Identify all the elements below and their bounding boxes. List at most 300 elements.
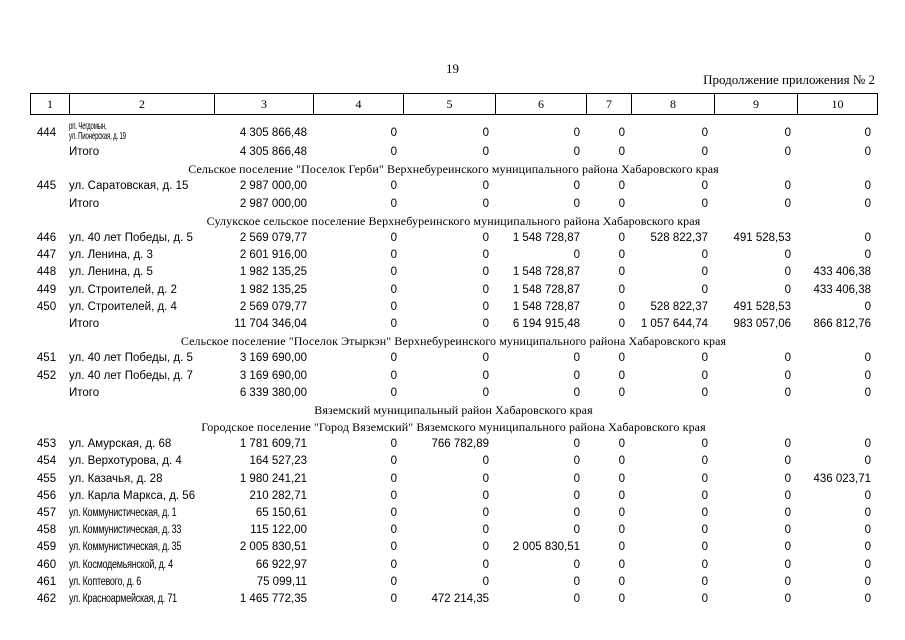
amount-cell-c10: 0	[864, 592, 871, 605]
table-row	[30, 591, 877, 608]
address-text: ул. Амурская, д. 68	[69, 438, 172, 451]
amount-cell-c8: 0	[701, 283, 708, 296]
amount-cell-c3: 66 922,97	[255, 558, 307, 571]
total-label	[69, 316, 214, 333]
amount-cell-c9: 0	[784, 146, 791, 159]
amount-cell-c3: 210 282,71	[249, 489, 307, 502]
total-label	[69, 385, 214, 402]
amount-cell-c9: 491 528,53	[733, 232, 791, 245]
address-cell	[69, 522, 214, 539]
amount-cell-c9: 0	[784, 283, 791, 296]
amount-cell-c5: 0	[482, 369, 489, 382]
address-cell	[69, 282, 214, 299]
amount-cell-c3: 115 122,00	[250, 524, 307, 537]
section-heading-row	[30, 333, 877, 350]
amount-cell-c3: 1 982 135,25	[239, 283, 307, 296]
amount-cell-c7: 0	[618, 455, 625, 468]
amount-cell-c9: 0	[784, 575, 791, 588]
amount-cell-c6: 0	[573, 352, 580, 365]
section-heading-row	[30, 402, 877, 419]
amount-cell-c10: 0	[864, 126, 871, 139]
amount-cell-c6: 1 548 728,87	[512, 300, 580, 313]
amount-cell-c5: 0	[482, 507, 489, 520]
amount-cell-c8: 0	[701, 146, 708, 159]
amount-cell-c10: 0	[864, 386, 871, 399]
amount-cell-c5: 0	[482, 472, 489, 485]
amount-cell-c5: 0	[482, 317, 489, 330]
row-number: 458	[36, 524, 57, 537]
address-text: ул. Строителей, д. 2	[69, 283, 177, 296]
column-header: 4	[314, 94, 404, 115]
amount-cell-c5: 0	[482, 558, 489, 571]
amount-cell-c8: 0	[701, 575, 708, 588]
amount-cell-c5: 0	[482, 575, 489, 588]
table-row	[30, 557, 877, 574]
address-cell	[69, 591, 214, 608]
amount-cell-c10: 436 023,71	[813, 472, 871, 485]
amount-cell-c5: 0	[482, 489, 489, 502]
address-text: ул. Космодемьянской, д. 4	[69, 558, 173, 571]
column-header: 6	[496, 94, 587, 115]
amount-cell-c5: 0	[482, 352, 489, 365]
address-cell	[69, 557, 214, 574]
row-number: 461	[36, 575, 57, 588]
amount-cell-c8: 0	[701, 558, 708, 571]
table-row	[30, 436, 877, 453]
section-heading-row	[30, 161, 877, 178]
amount-cell-c8: 0	[701, 455, 708, 468]
row-number: 451	[36, 352, 57, 365]
amount-cell-c8: 0	[701, 126, 708, 139]
amount-cell-c8: 528 822,37	[650, 232, 708, 245]
address-text: Итого	[69, 146, 100, 159]
amount-cell-c6: 1 548 728,87	[512, 266, 580, 279]
amount-cell-c5: 0	[482, 283, 489, 296]
row-number: 453	[36, 438, 57, 451]
amount-cell-c10: 0	[864, 180, 871, 193]
amount-cell-c5: 0	[482, 180, 489, 193]
amount-cell-c7: 0	[618, 489, 625, 502]
address-text: Итого	[69, 317, 100, 330]
address-cell	[69, 488, 214, 505]
amount-cell-c4: 0	[390, 489, 397, 502]
amount-cell-c3: 4 305 866,48	[239, 126, 307, 139]
amount-cell-c8: 0	[701, 197, 708, 210]
amount-cell-c4: 0	[390, 266, 397, 279]
table-row	[30, 488, 877, 505]
amount-cell-c10: 0	[864, 507, 871, 520]
amount-cell-c5: 472 214,35	[431, 592, 489, 605]
table-row	[30, 367, 877, 384]
address-cell	[69, 350, 214, 367]
amount-cell-c6: 0	[573, 438, 580, 451]
row-number: 444	[36, 126, 57, 139]
amount-cell-c4: 0	[390, 146, 397, 159]
amount-cell-c6: 0	[573, 180, 580, 193]
amount-cell-c6: 2 005 830,51	[512, 541, 580, 554]
row-number	[30, 144, 69, 161]
amount-cell-c3: 4 305 866,48	[239, 146, 307, 159]
amount-cell-c8: 0	[701, 438, 708, 451]
section-heading: Городское поселение "Город Вяземский" Вяземского муниципального района Хабаровского края	[201, 420, 706, 435]
column-header: 9	[715, 94, 798, 115]
address-cell	[69, 367, 214, 384]
amount-cell-c8: 0	[701, 180, 708, 193]
table-row	[30, 247, 877, 264]
amount-cell-c4: 0	[390, 472, 397, 485]
amount-cell-c9: 0	[784, 541, 791, 554]
amount-cell-c4: 0	[390, 455, 397, 468]
amount-cell-c8: 0	[701, 592, 708, 605]
section-heading-row	[30, 213, 877, 230]
amount-cell-c9: 0	[784, 197, 791, 210]
amount-cell-c8: 0	[701, 507, 708, 520]
amount-cell-c5: 0	[482, 541, 489, 554]
amount-cell-c6: 0	[573, 197, 580, 210]
amount-cell-c8: 0	[701, 386, 708, 399]
amount-cell-c6: 0	[573, 592, 580, 605]
amount-cell-c9: 0	[784, 507, 791, 520]
section-heading: Сельское поселение "Поселок Этыркэн" Верхнебуреинского муниципального района Хабаровского края	[180, 334, 727, 349]
amount-cell-c9: 0	[784, 592, 791, 605]
amount-cell-c6: 6 194 915,48	[512, 317, 580, 330]
amount-cell-c3: 3 169 690,00	[239, 352, 307, 365]
amount-cell-c3: 75 099,11	[256, 575, 307, 588]
amount-cell-c9: 0	[784, 472, 791, 485]
address-cell	[69, 453, 214, 470]
amount-cell-c4: 0	[390, 386, 397, 399]
amount-cell-c10: 0	[864, 197, 871, 210]
amount-cell-c10: 866 812,76	[813, 317, 871, 330]
amount-cell-c4: 0	[390, 592, 397, 605]
column-header: 1	[31, 94, 70, 115]
amount-cell-c8: 0	[701, 266, 708, 279]
table-row	[30, 230, 877, 247]
amount-cell-c5: 0	[482, 266, 489, 279]
address-text: ул. 40 лет Победы, д. 5	[69, 352, 193, 365]
column-header: 10	[798, 94, 878, 115]
amount-cell-c5: 0	[482, 197, 489, 210]
amount-cell-c5: 0	[482, 249, 489, 262]
amount-cell-c3: 2 569 079,77	[239, 300, 307, 313]
amount-cell-c9: 0	[784, 369, 791, 382]
amount-cell-c3: 11 704 346,04	[234, 317, 307, 330]
table-row	[30, 539, 877, 556]
amount-cell-c10: 0	[864, 455, 871, 468]
amount-cell-c6: 0	[573, 575, 580, 588]
amount-cell-c7: 0	[618, 541, 625, 554]
amount-cell-c6: 0	[573, 126, 580, 139]
total-row	[30, 196, 877, 213]
row-number	[30, 316, 69, 333]
amount-cell-c10: 0	[864, 146, 871, 159]
amount-cell-c10: 0	[864, 558, 871, 571]
column-header: 8	[632, 94, 715, 115]
section-heading: Сулукское сельское поселение Верхнебуреинского муниципального района Хабаровского края	[206, 213, 701, 228]
amount-cell-c4: 0	[390, 180, 397, 193]
amount-cell-c5: 0	[482, 455, 489, 468]
address-text: ул. Ленина, д. 5	[69, 266, 153, 279]
row-number: 455	[36, 472, 57, 485]
address-text: ул. Коммунистическая, д. 1	[69, 507, 177, 520]
amount-cell-c7: 0	[618, 352, 625, 365]
amount-cell-c5: 0	[482, 386, 489, 399]
amount-cell-c7: 0	[618, 524, 625, 537]
row-number: 456	[36, 489, 57, 502]
row-number: 457	[36, 507, 57, 520]
row-number: 446	[36, 232, 57, 245]
amount-cell-c7: 0	[618, 300, 625, 313]
amount-cell-c10: 433 406,38	[813, 266, 871, 279]
amount-cell-c8: 528 822,37	[650, 300, 708, 313]
amount-cell-c10: 0	[864, 524, 871, 537]
amount-cell-c9: 0	[784, 126, 791, 139]
row-number: 449	[36, 283, 57, 296]
amount-cell-c4: 0	[390, 541, 397, 554]
amount-cell-c6: 0	[573, 386, 580, 399]
amount-cell-c7: 0	[618, 592, 625, 605]
address-cell	[69, 264, 214, 281]
amount-cell-c9: 0	[784, 249, 791, 262]
amount-cell-c3: 2 987 000,00	[239, 180, 307, 193]
amount-cell-c6: 0	[573, 524, 580, 537]
total-row	[30, 316, 877, 333]
amount-cell-c9: 0	[784, 180, 791, 193]
amount-cell-c5: 0	[482, 524, 489, 537]
page-number: 19	[446, 61, 459, 76]
address-text: ул. 40 лет Победы, д. 5	[69, 232, 193, 245]
amount-cell-c9: 0	[784, 489, 791, 502]
address-cell	[69, 122, 214, 144]
amount-cell-c7: 0	[618, 317, 625, 330]
amount-cell-c9: 983 057,06	[733, 317, 791, 330]
address-text: Итого	[69, 386, 100, 399]
amount-cell-c7: 0	[618, 197, 625, 210]
table-row	[30, 522, 877, 539]
address-cell	[69, 471, 214, 488]
address-cell	[69, 539, 214, 556]
address-text: ул. 40 лет Победы, д. 7	[69, 369, 193, 382]
amount-cell-c4: 0	[390, 507, 397, 520]
amount-cell-c6: 0	[573, 507, 580, 520]
amount-cell-c8: 1 057 644,74	[640, 317, 708, 330]
total-label	[69, 144, 214, 161]
amount-cell-c4: 0	[390, 524, 397, 537]
table-row	[30, 471, 877, 488]
amount-cell-c7: 0	[618, 249, 625, 262]
amount-cell-c7: 0	[618, 472, 625, 485]
total-label	[69, 196, 214, 213]
amount-cell-c10: 0	[864, 575, 871, 588]
amount-cell-c4: 0	[390, 232, 397, 245]
address-two-line	[69, 122, 142, 142]
address-cell	[69, 178, 214, 195]
amount-cell-c3: 2 569 079,77	[239, 232, 307, 245]
address-line-2: ул. Пионерская, д. 19	[69, 131, 126, 142]
amount-cell-c6: 0	[573, 455, 580, 468]
amount-cell-c9: 0	[784, 455, 791, 468]
amount-cell-c7: 0	[618, 438, 625, 451]
amount-cell-c4: 0	[390, 317, 397, 330]
amount-cell-c8: 0	[701, 472, 708, 485]
address-text: Итого	[69, 197, 100, 210]
amount-cell-c5: 0	[482, 232, 489, 245]
address-cell	[69, 436, 214, 453]
address-text: ул. Строителей, д. 4	[69, 300, 177, 313]
address-line-1: рп. Чегдомын,	[69, 122, 107, 132]
amount-cell-c8: 0	[701, 489, 708, 502]
amount-cell-c7: 0	[618, 386, 625, 399]
table-row	[30, 264, 877, 281]
amount-cell-c3: 2 005 830,51	[239, 541, 307, 554]
section-heading: Сельское поселение "Поселок Герби" Верхнебуреинского муниципального района Хабаровского края	[188, 162, 719, 177]
amount-cell-c7: 0	[618, 283, 625, 296]
table-row	[30, 299, 877, 316]
amount-cell-c9: 0	[784, 266, 791, 279]
amount-cell-c6: 0	[573, 369, 580, 382]
address-cell	[69, 230, 214, 247]
amount-cell-c6: 0	[573, 146, 580, 159]
address-text: ул. Ленина, д. 3	[69, 249, 153, 262]
amount-cell-c6: 0	[573, 489, 580, 502]
amount-cell-c10: 0	[864, 232, 871, 245]
table-row	[30, 505, 877, 522]
table-row	[30, 178, 877, 195]
amount-cell-c4: 0	[390, 249, 397, 262]
amount-cell-c5: 0	[482, 300, 489, 313]
amount-cell-c5: 0	[482, 126, 489, 139]
address-cell	[69, 299, 214, 316]
row-number	[30, 385, 69, 402]
row-number: 459	[36, 541, 57, 554]
column-header: 3	[215, 94, 314, 115]
amount-cell-c8: 0	[701, 369, 708, 382]
amount-cell-c4: 0	[390, 352, 397, 365]
total-row	[30, 144, 877, 161]
appendix-continuation-label: Продолжение приложения № 2	[703, 72, 875, 87]
amount-cell-c10: 0	[864, 541, 871, 554]
amount-cell-c10: 0	[864, 300, 871, 313]
address-cell	[69, 247, 214, 264]
table-row	[30, 574, 877, 591]
amount-cell-c10: 433 406,38	[813, 283, 871, 296]
address-text: ул. Коммунистическая, д. 33	[69, 524, 182, 537]
amount-cell-c4: 0	[390, 283, 397, 296]
amount-cell-c9: 0	[784, 352, 791, 365]
amount-cell-c9: 491 528,53	[733, 300, 791, 313]
amount-cell-c3: 2 601 916,00	[239, 249, 307, 262]
amount-cell-c4: 0	[390, 558, 397, 571]
amount-cell-c10: 0	[864, 249, 871, 262]
address-text: ул. Коммунистическая, д. 35	[69, 541, 182, 554]
section-heading: Вяземский муниципальный район Хабаровского края	[314, 402, 593, 417]
amount-cell-c7: 0	[618, 558, 625, 571]
amount-cell-c6: 0	[573, 558, 580, 571]
column-header: 7	[587, 94, 632, 115]
address-cell	[69, 574, 214, 591]
address-cell	[69, 505, 214, 522]
amount-cell-c10: 0	[864, 369, 871, 382]
row-number: 450	[36, 300, 57, 313]
amount-cell-c3: 3 169 690,00	[239, 369, 307, 382]
amount-cell-c8: 0	[701, 352, 708, 365]
data-table	[30, 122, 877, 608]
amount-cell-c4: 0	[390, 126, 397, 139]
amount-cell-c8: 0	[701, 524, 708, 537]
address-text: ул. Саратовская, д. 15	[69, 180, 189, 193]
amount-cell-c3: 2 987 000,00	[239, 197, 307, 210]
amount-cell-c9: 0	[784, 524, 791, 537]
amount-cell-c4: 0	[390, 197, 397, 210]
address-text: ул. Казачья, д. 28	[69, 472, 163, 485]
amount-cell-c5: 766 782,89	[431, 438, 489, 451]
row-number	[30, 196, 69, 213]
amount-cell-c10: 0	[864, 438, 871, 451]
row-number: 462	[36, 592, 57, 605]
amount-cell-c8: 0	[701, 249, 708, 262]
amount-cell-c3: 1 465 772,35	[239, 592, 307, 605]
address-text: ул. Верхотурова, д. 4	[69, 455, 182, 468]
amount-cell-c4: 0	[390, 575, 397, 588]
amount-cell-c3: 65 150,61	[255, 507, 307, 520]
table-row	[30, 122, 877, 144]
column-header: 2	[70, 94, 215, 115]
amount-cell-c3: 6 339 380,00	[239, 386, 307, 399]
column-header: 5	[404, 94, 496, 115]
row-number: 448	[36, 266, 57, 279]
amount-cell-c4: 0	[390, 438, 397, 451]
address-text: ул. Коптевого, д. 6	[69, 575, 142, 588]
table-row	[30, 350, 877, 367]
table-row	[30, 282, 877, 299]
amount-cell-c9: 0	[784, 558, 791, 571]
table-row	[30, 453, 877, 470]
row-number: 452	[36, 369, 57, 382]
address-text: ул. Красноармейская, д. 71	[69, 592, 177, 605]
amount-cell-c7: 0	[618, 507, 625, 520]
row-number: 447	[36, 249, 57, 262]
amount-cell-c10: 0	[864, 352, 871, 365]
amount-cell-c7: 0	[618, 146, 625, 159]
amount-cell-c6: 0	[573, 472, 580, 485]
amount-cell-c3: 164 527,23	[249, 455, 307, 468]
amount-cell-c7: 0	[618, 575, 625, 588]
amount-cell-c6: 0	[573, 249, 580, 262]
row-number: 460	[36, 558, 57, 571]
amount-cell-c7: 0	[618, 369, 625, 382]
amount-cell-c6: 1 548 728,87	[512, 283, 580, 296]
amount-cell-c7: 0	[618, 180, 625, 193]
amount-cell-c9: 0	[784, 386, 791, 399]
amount-cell-c8: 0	[701, 541, 708, 554]
amount-cell-c3: 1 980 241,21	[239, 472, 307, 485]
amount-cell-c9: 0	[784, 438, 791, 451]
address-text: ул. Карла Маркса, д. 56	[69, 489, 196, 502]
amount-cell-c4: 0	[390, 369, 397, 382]
total-row	[30, 385, 877, 402]
section-heading-row	[30, 419, 877, 436]
amount-cell-c7: 0	[618, 126, 625, 139]
amount-cell-c10: 0	[864, 489, 871, 502]
row-number: 445	[36, 180, 57, 193]
column-header-table	[30, 93, 878, 115]
amount-cell-c6: 1 548 728,87	[512, 232, 580, 245]
row-number: 454	[36, 455, 57, 468]
amount-cell-c7: 0	[618, 266, 625, 279]
amount-cell-c3: 1 982 135,25	[239, 266, 307, 279]
amount-cell-c4: 0	[390, 300, 397, 313]
amount-cell-c5: 0	[482, 146, 489, 159]
